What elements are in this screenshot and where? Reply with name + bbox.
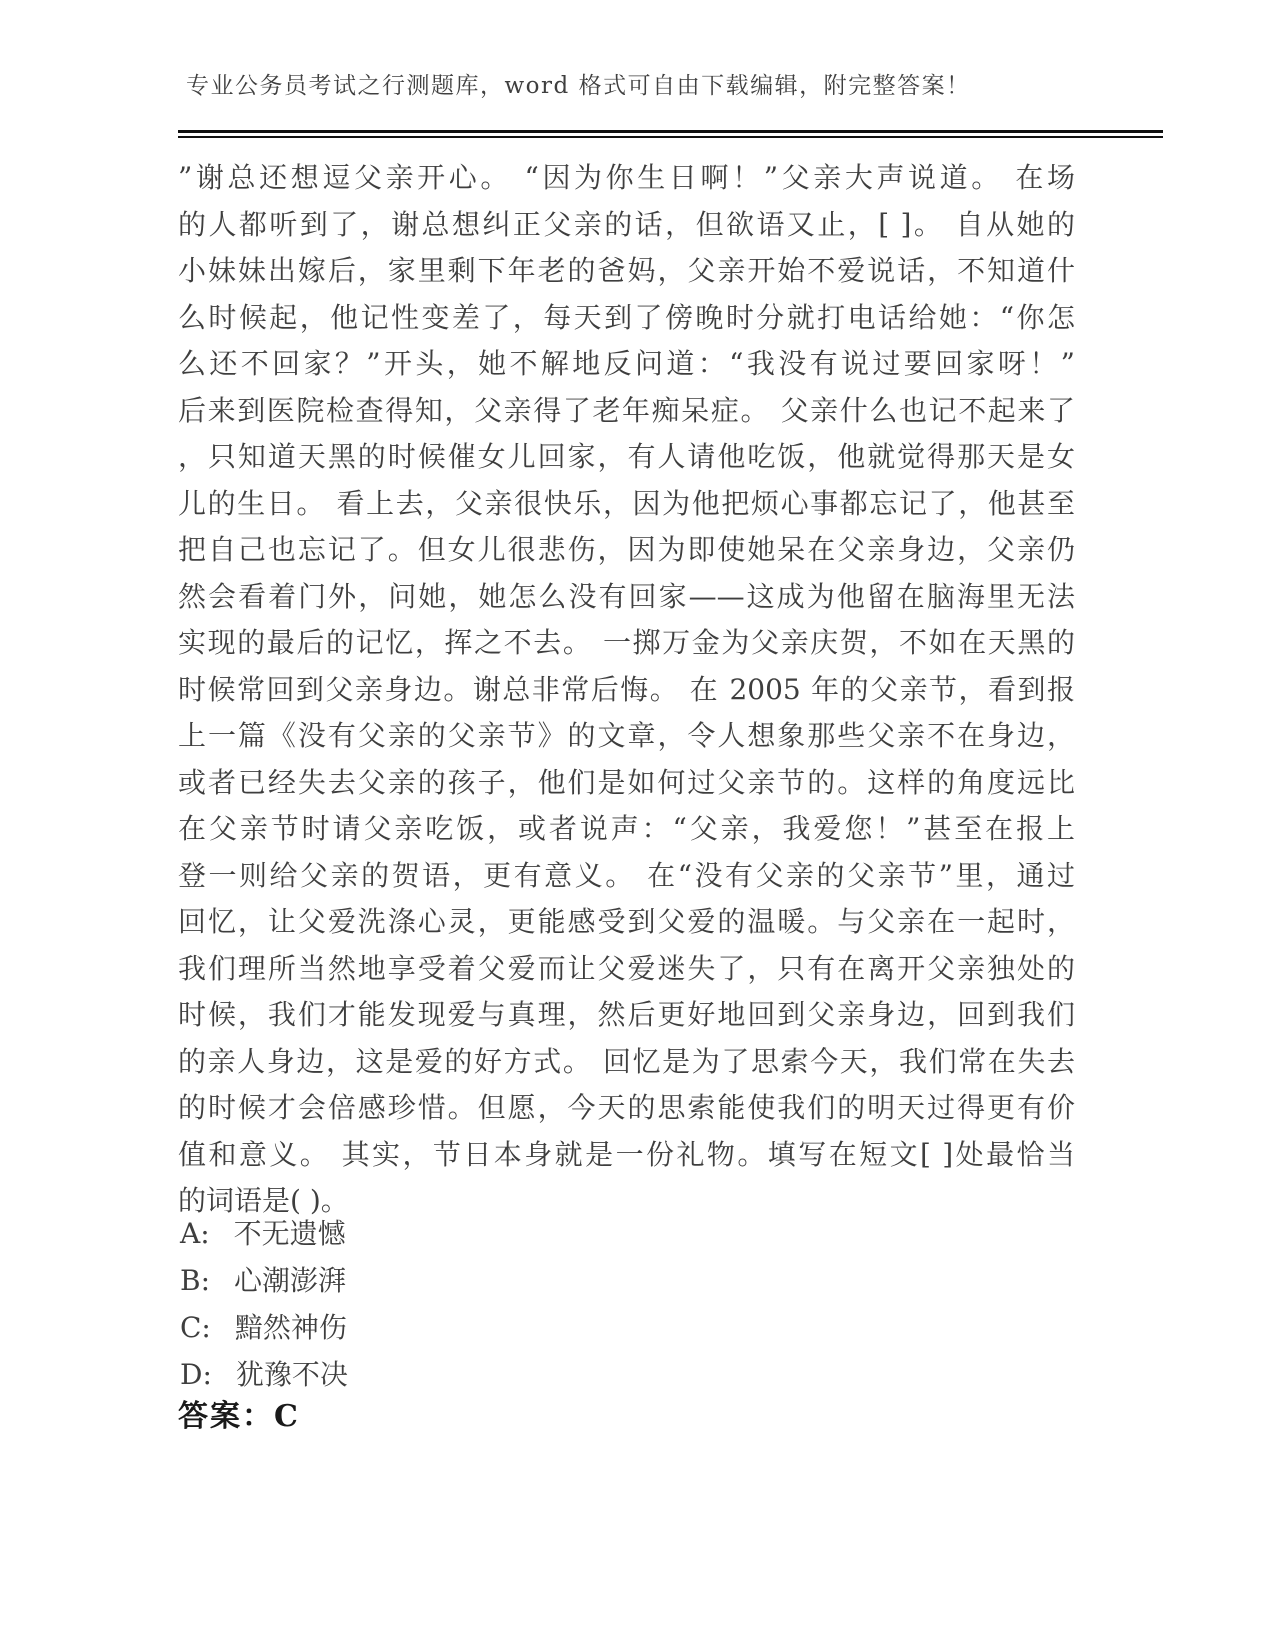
passage-line: 时候，我们才能发现爱与真理，然后更好地回到父亲身边，回到我们 bbox=[178, 998, 1075, 1031]
passage-line: 值和意义。 其实，节日本身就是一份礼物。填写在短文[ ]处最恰当 bbox=[178, 1137, 1075, 1171]
passage-line: 的人都听到了，谢总想纠正父亲的话，但欲语又止，[ ]。 自从她的 bbox=[178, 207, 1075, 241]
passage-line: 的亲人身边，这是爱的好方式。 回忆是为了思索今天，我们常在失去 bbox=[178, 1044, 1075, 1078]
answer-value: C bbox=[274, 1399, 300, 1434]
passage-line: 在父亲节时请父亲吃饭，或者说声：“父亲，我爱您！”甚至在报上 bbox=[178, 812, 1075, 845]
passage-line: 上一篇《没有父亲的父亲节》的文章，令人想象那些父亲不在身边， bbox=[178, 719, 1075, 752]
option-d bbox=[180, 1351, 1077, 1398]
answer-row bbox=[178, 1396, 300, 1438]
option-c-label: C: bbox=[180, 1311, 211, 1344]
passage-line: 的时候才会倍感珍惜。但愿，今天的思索能使我们的明天过得更有价 bbox=[178, 1091, 1075, 1124]
passage-line: 把自己也忘记了。但女儿很悲伤，因为即使她呆在父亲身边，父亲仍 bbox=[178, 533, 1075, 566]
option-d-text: 犹豫不决 bbox=[235, 1358, 348, 1391]
option-a bbox=[180, 1210, 1077, 1257]
passage-line: 我们理所当然地享受着父爱而让父爱迷失了，只有在离开父亲独处的 bbox=[178, 951, 1075, 985]
question-passage bbox=[178, 155, 1075, 1225]
passage-line: ”谢总还想逗父亲开心。 “因为你生日啊！”父亲大声说道。 在场 bbox=[178, 161, 1075, 194]
option-a-text: 不无遗憾 bbox=[233, 1217, 346, 1250]
answer-label: 答案： bbox=[178, 1399, 274, 1434]
page-header-title: 专业公务员考试之行测题库，word 格式可自由下载编辑，附完整答案！ bbox=[186, 73, 971, 99]
passage-line: 回忆，让父爱洗涤心灵，更能感受到父爱的温暖。与父亲在一起时， bbox=[178, 905, 1075, 938]
passage-line: 时候常回到父亲身边。谢总非常后悔。 在 2005 年的父亲节，看到报 bbox=[178, 672, 1075, 706]
passage-line: 实现的最后的记忆，挥之不去。 一掷万金为父亲庆贺，不如在天黑的 bbox=[178, 626, 1075, 659]
passage-line: 然会看着门外，问她，她怎么没有回家——这成为他留在脑海里无法 bbox=[178, 579, 1075, 613]
option-b bbox=[180, 1257, 1077, 1304]
option-c bbox=[180, 1304, 1077, 1351]
option-b-label: B: bbox=[180, 1264, 211, 1297]
option-d-label: D: bbox=[180, 1358, 212, 1391]
option-b-text: 心潮澎湃 bbox=[234, 1264, 347, 1297]
passage-line: 登一则给父亲的贺语，更有意义。 在“没有父亲的父亲节”里，通过 bbox=[178, 858, 1075, 892]
passage-line: 么时候起，他记性变差了，每天到了傍晚时分就打电话给她：“你怎 bbox=[178, 300, 1075, 334]
passage-line: 后来到医院检查得知，父亲得了老年痴呆症。 父亲什么也记不起来了 bbox=[178, 393, 1075, 427]
option-a-label: A: bbox=[180, 1217, 210, 1250]
passage-line: 或者已经失去父亲的孩子，他们是如何过父亲节的。这样的角度远比 bbox=[178, 765, 1075, 799]
passage-line: 儿的生日。 看上去，父亲很快乐，因为他把烦心事都忘记了，他甚至 bbox=[178, 486, 1075, 520]
option-c-text: 黯然神伤 bbox=[234, 1311, 347, 1344]
passage-line: 小妹妹出嫁后，家里剩下年老的爸妈，父亲开始不爱说话，不知道什 bbox=[178, 254, 1075, 287]
passage-line: 么还不回家？”开头，她不解地反问道：“我没有说过要回家呀！” bbox=[178, 347, 1075, 380]
passage-line: ，只知道天黑的时候催女儿回家，有人请他吃饭，他就觉得那天是女 bbox=[178, 440, 1075, 473]
options-list bbox=[180, 1210, 1077, 1398]
passage-line-last: 的词语是( )。 bbox=[178, 1184, 349, 1217]
header-divider-rule bbox=[178, 130, 1163, 138]
